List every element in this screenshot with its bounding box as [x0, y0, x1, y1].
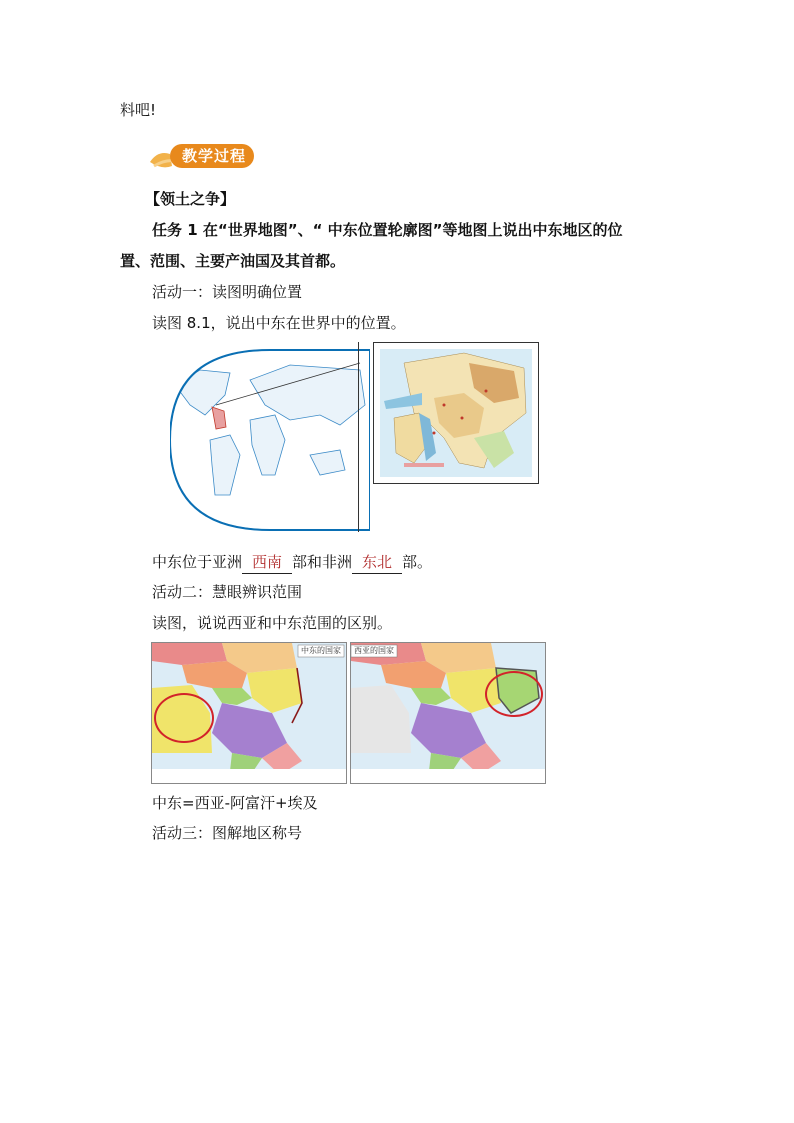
banner-label: 教学过程 — [181, 147, 246, 165]
middle-east-countries-map — [151, 642, 347, 784]
egypt-highlight-circle — [154, 693, 214, 743]
answer1-sentence — [152, 551, 432, 574]
activity1-title: 活动一：读图明确位置 — [152, 283, 303, 301]
answer1-prefix: 中东位于亚洲 — [152, 553, 243, 571]
answer1-suffix: 部。 — [402, 553, 433, 571]
activity3-title: 活动三：图解地区称号 — [152, 824, 303, 842]
answer1-blank-2: 东北 — [352, 551, 402, 574]
afghanistan-highlight-circle — [485, 671, 543, 717]
activity2-title: 活动二：慧眼辨识范围 — [152, 583, 303, 601]
map-divider-line — [358, 342, 359, 532]
section-banner — [148, 140, 256, 172]
answer1-blank-1: 西南 — [242, 551, 292, 574]
task-line-1: 任务 1 在“世界地图”、“ 中东位置轮廓图”等地图上说出中东地区的位 — [152, 221, 623, 239]
activity1-instruction: 读图 8.1，说出中东在世界中的位置。 — [152, 314, 406, 332]
section-heading: 【领土之争】 — [145, 190, 236, 208]
middle-east-terrain-map — [373, 342, 539, 484]
activity2-instruction: 读图，说说西亚和中东范围的区别。 — [152, 614, 393, 632]
left-map-title: 中东的国家 — [301, 646, 341, 655]
west-asia-countries-map — [350, 642, 546, 784]
continuation-text: 料吧! — [120, 101, 157, 119]
world-map — [170, 345, 370, 535]
formula-text: 中东=西亚-阿富汗+埃及 — [152, 794, 318, 812]
answer1-middle: 部和非洲 — [292, 553, 353, 571]
task-line-2: 置、范围、主要产油国及其首都。 — [120, 252, 346, 270]
right-map-title: 西亚的国家 — [354, 646, 394, 655]
